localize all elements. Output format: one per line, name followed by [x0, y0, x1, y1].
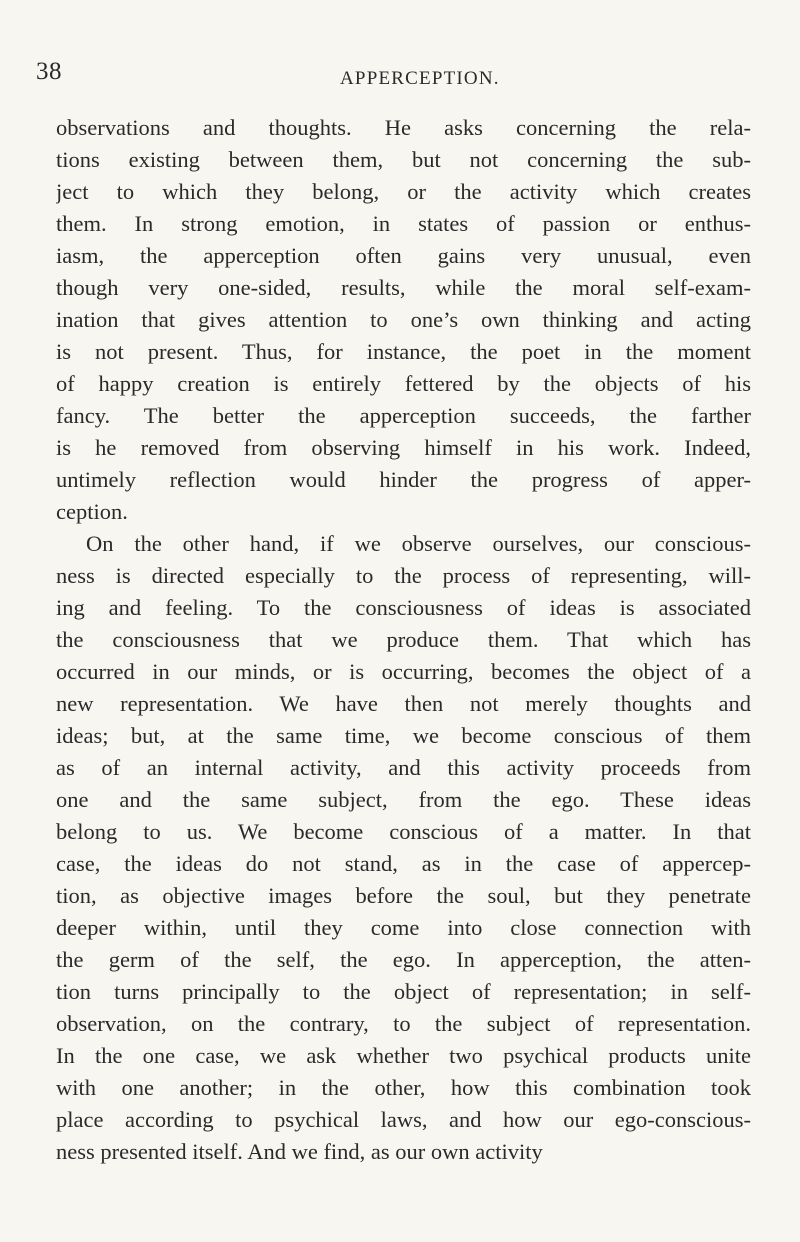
text-line: ject to which they belong, or the activity which creates: [56, 179, 751, 204]
text-line: occurred in our minds, or is occurring, becomes the object of a: [56, 659, 751, 684]
text-line: as of an internal activity, and this activity proceeds from: [56, 755, 751, 780]
text-line: with one another; in the other, how this combination took: [56, 1075, 751, 1100]
text-line: tion, as objective images before the soul, but they penetrate: [56, 883, 751, 908]
text-line: one and the same subject, from the ego. These ideas: [56, 787, 751, 812]
text-line: ception.: [56, 499, 128, 524]
page-number: 38: [36, 58, 62, 85]
text-line: deeper within, until they come into close connection with: [56, 915, 751, 940]
text-line: though very one-sided, results, while the moral self-exam-: [56, 275, 751, 300]
text-line: of happy creation is entirely fettered by the objects of his: [56, 371, 751, 396]
text-line: fancy. The better the apperception succeeds, the farther: [56, 403, 751, 428]
text-line: tion turns principally to the object of representation; in self-: [56, 979, 751, 1004]
text-line: ination that gives attention to one’s own thinking and acting: [56, 307, 751, 332]
text-line: is he removed from observing himself in his work. Indeed,: [56, 435, 751, 460]
running-head: APPERCEPTION.: [340, 68, 500, 89]
text-line: observations and thoughts. He asks concerning the rela-: [56, 115, 751, 140]
text-line: new representation. We have then not merely thoughts and: [56, 691, 751, 716]
text-line: place according to psychical laws, and how our ego-conscious-: [56, 1107, 751, 1132]
text-line: the germ of the self, the ego. In apperception, the atten-: [56, 947, 751, 972]
text-line: observation, on the contrary, to the subject of representation.: [56, 1011, 751, 1036]
text-line: On the other hand, if we observe ourselves, our conscious-: [86, 531, 751, 556]
text-line: ness presented itself. And we find, as our own activity: [56, 1139, 543, 1164]
text-line: iasm, the apperception often gains very unusual, even: [56, 243, 751, 268]
text-line: them. In strong emotion, in states of passion or enthus-: [56, 211, 751, 236]
text-line: ness is directed especially to the process of representing, will-: [56, 563, 751, 588]
text-line: untimely reflection would hinder the progress of apper-: [56, 467, 751, 492]
text-line: is not present. Thus, for instance, the poet in the moment: [56, 339, 751, 364]
text-line: belong to us. We become conscious of a matter. In that: [56, 819, 751, 844]
text-line: case, the ideas do not stand, as in the case of appercep-: [56, 851, 751, 876]
text-line: tions existing between them, but not concerning the sub-: [56, 147, 751, 172]
text-line: In the one case, we ask whether two psychical products unite: [56, 1043, 751, 1068]
text-line: the consciousness that we produce them. That which has: [56, 627, 751, 652]
text-line: ideas; but, at the same time, we become conscious of them: [56, 723, 751, 748]
text-line: ing and feeling. To the consciousness of ideas is associated: [56, 595, 751, 620]
